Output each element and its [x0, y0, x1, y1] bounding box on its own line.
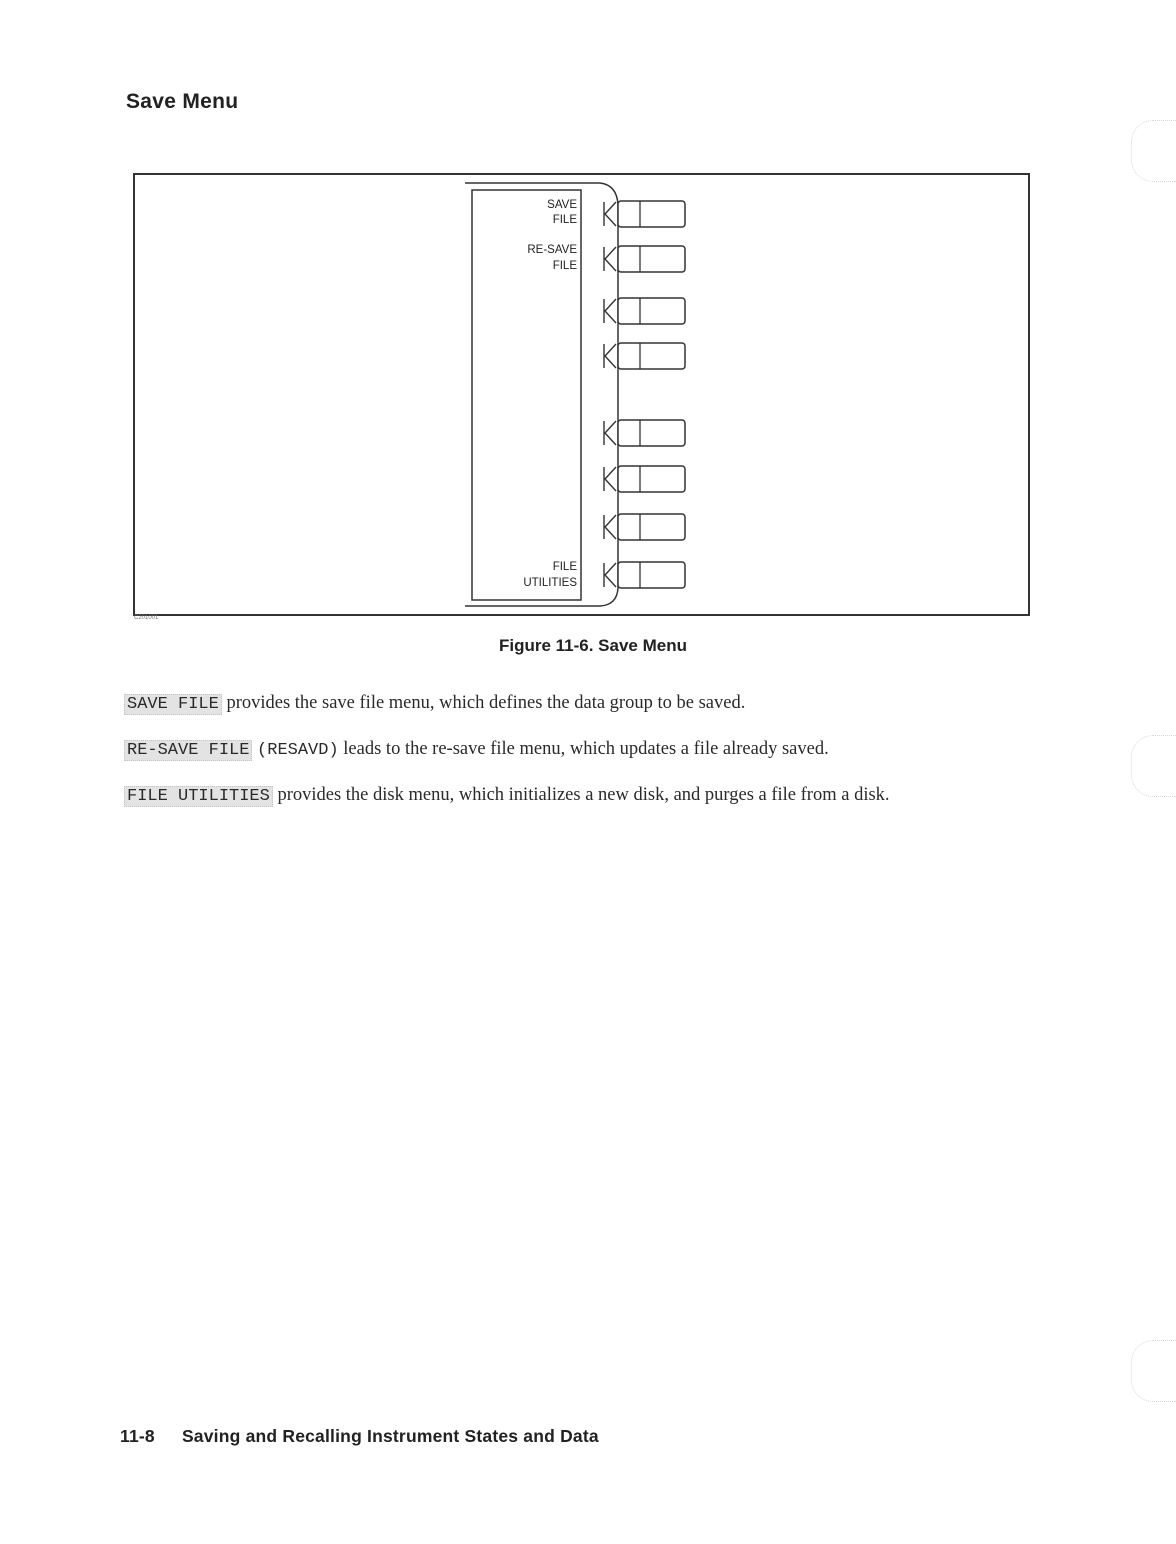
softkey-3[interactable]	[604, 298, 685, 324]
softkey-1-body	[618, 201, 685, 227]
softkey-5-body	[618, 420, 685, 446]
chapter-title: Saving and Recalling Instrument States and Data	[181, 1426, 599, 1446]
save-file-description: provides the save file menu, which defines the data group to be saved.	[226, 693, 746, 713]
page-footer	[120, 1426, 599, 1447]
section-heading: Save Menu	[126, 90, 239, 113]
softkey-4-pointer	[604, 344, 616, 368]
softkey-7-pointer	[604, 515, 616, 539]
softkey-6-body	[618, 466, 685, 492]
softkey-column	[604, 201, 685, 588]
binder-hole-bottom	[1131, 1340, 1176, 1402]
softkey-8-body	[618, 562, 685, 588]
resavd-mnemonic: (RESAVD)	[257, 741, 339, 760]
softkey-8[interactable]	[604, 562, 685, 588]
page-number: 11-8	[120, 1426, 155, 1446]
softkey-3-pointer	[604, 299, 616, 323]
re-save-file-softkey-ref: RE-SAVE FILE	[124, 740, 252, 761]
binder-hole-middle	[1131, 735, 1176, 797]
softkey-6-pointer	[604, 467, 616, 491]
softkey-8-label-line2: UTILITIES	[523, 577, 577, 589]
softkey-5-pointer	[604, 421, 616, 445]
softkey-1-label-line2: FILE	[552, 214, 577, 226]
paragraph-file-utilities	[124, 784, 1029, 808]
softkey-1[interactable]	[604, 201, 685, 227]
softkey-2[interactable]	[604, 246, 685, 272]
softkey-1-pointer	[604, 202, 616, 226]
softkey-4[interactable]	[604, 343, 685, 369]
paragraph-save-file	[124, 692, 1029, 716]
figure-id-label: C201001	[134, 615, 159, 621]
paragraph-re-save-file	[124, 738, 1029, 762]
softkey-6[interactable]	[604, 466, 685, 492]
softkey-1-label-line1: SAVE	[547, 199, 577, 211]
softkey-7-body	[618, 514, 685, 540]
file-utilities-softkey-ref: FILE UTILITIES	[124, 786, 273, 807]
softkey-3-body	[618, 298, 685, 324]
re-save-file-description: leads to the re-save file menu, which updates a file already saved.	[343, 739, 829, 759]
softkey-2-label-line2: FILE	[552, 260, 577, 272]
softkey-2-label-line1: RE-SAVE	[527, 244, 577, 256]
softkey-2-pointer	[604, 247, 616, 271]
softkey-4-body	[618, 343, 685, 369]
softkey-menu-diagram	[0, 0, 1176, 640]
softkey-8-label-line1: FILE	[552, 561, 577, 573]
file-utilities-description: provides the disk menu, which initializes a new disk, and purges a file from a disk.	[277, 785, 890, 805]
softkey-7[interactable]	[604, 514, 685, 540]
softkey-8-pointer	[604, 563, 616, 587]
softkey-5[interactable]	[604, 420, 685, 446]
save-file-softkey-ref: SAVE FILE	[124, 694, 222, 715]
softkey-2-body	[618, 246, 685, 272]
figure-caption: Figure 11-6. Save Menu	[498, 636, 687, 655]
